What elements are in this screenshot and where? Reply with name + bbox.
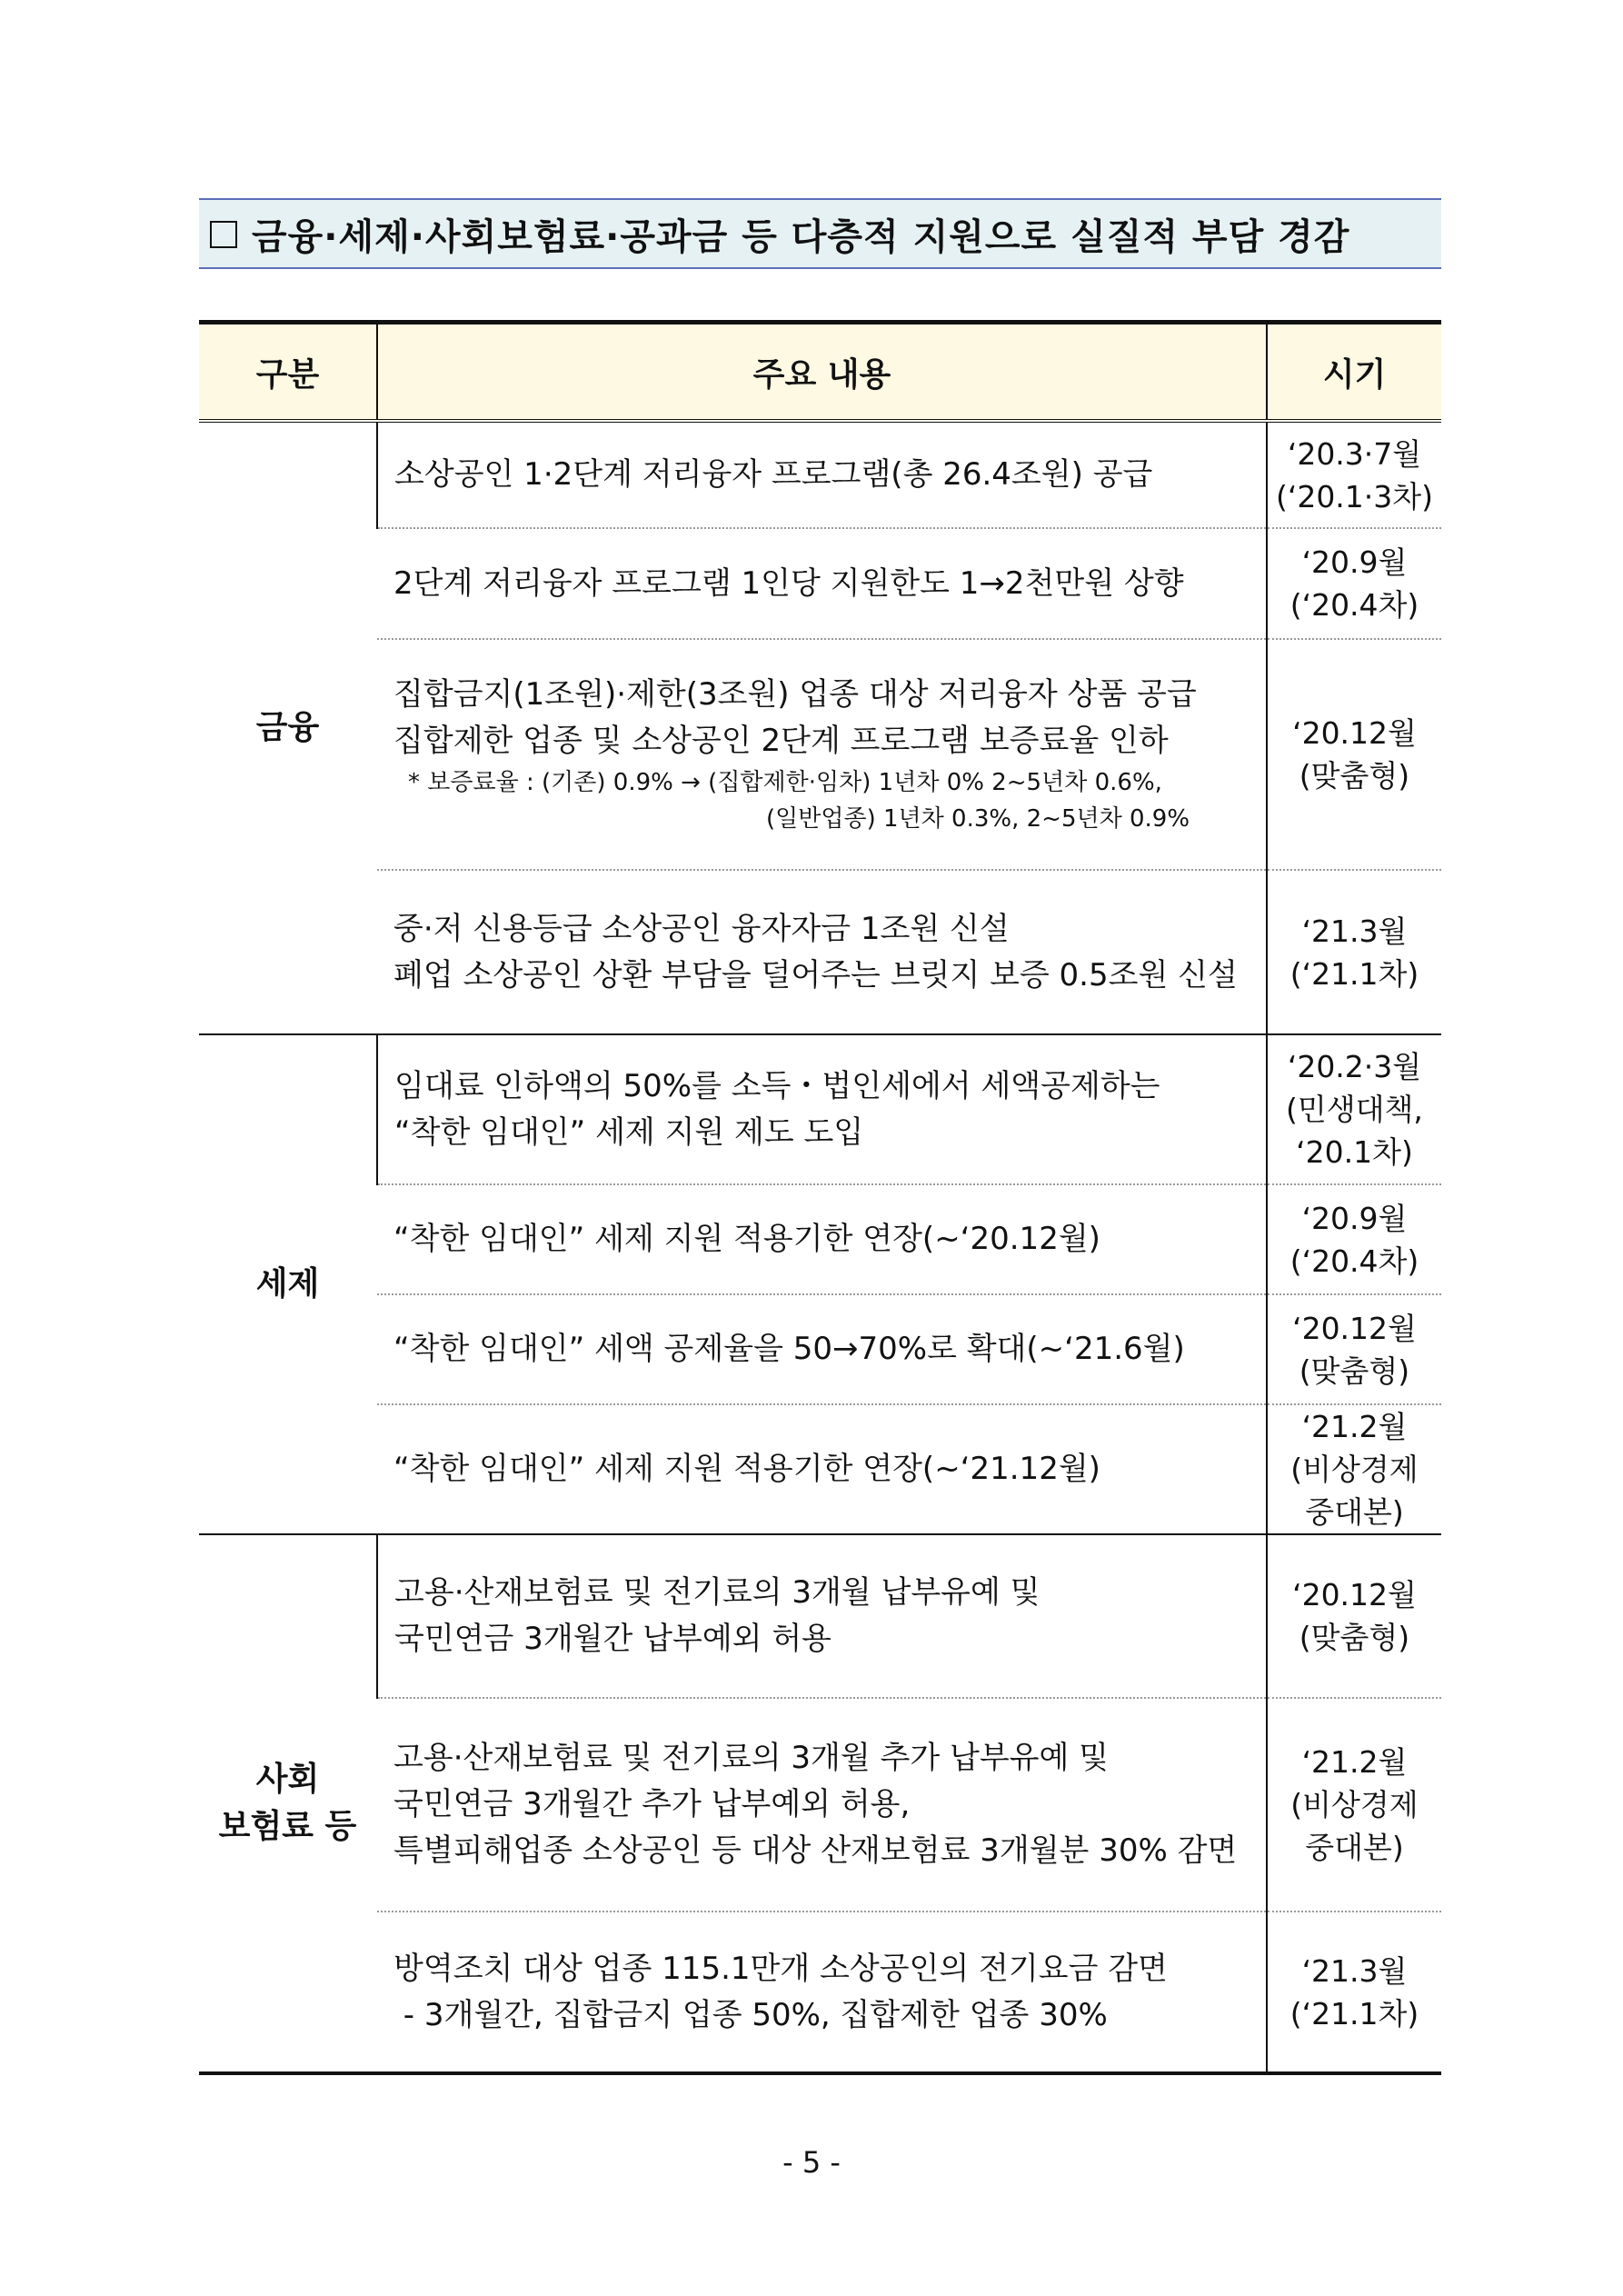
time-cell: ‘20.12월 (맞춤형): [1267, 639, 1441, 870]
table-row: [199, 870, 1441, 1034]
table-row: [199, 1034, 1441, 1184]
time-cell: ‘20.12월 (맞춤형): [1267, 1534, 1441, 1698]
time-cell: ‘21.2월 (비상경제 중대본): [1267, 1404, 1441, 1534]
fee-rate-note: * 보증료율 : (기존) 0.9% → (집합제한·임차) 1년차 0% 2~5년차 0.6%,: [408, 769, 1162, 796]
support-measures-table: [199, 320, 1441, 2075]
table-row: [199, 1294, 1441, 1404]
table-row: [199, 1404, 1441, 1534]
table-row: [199, 639, 1441, 870]
content-cell: “착한 임대인” 세액 공제율을 50→70%로 확대(~‘21.6월): [377, 1294, 1267, 1404]
content-cell: 고용·산재보험료 및 전기료의 3개월 추가 납부유예 및 국민연금 3개월간 추가 납부예외 허용, 특별피해업종 소상공인 등 대상 산재보험료 3개월분 30% 감면: [377, 1698, 1267, 1912]
content-cell: 2단계 저리융자 프로그램 1인당 지원한도 1→2천만원 상향: [377, 528, 1267, 639]
content-cell: 방역조치 대상 업종 115.1만개 소상공인의 전기요금 감면 - 3개월간, 집합금지 업종 50%, 집합제한 업종 30%: [377, 1912, 1267, 2073]
content-cell: 집합금지(1조원)·제한(3조원) 업종 대상 저리융자 상품 공급 집합제한 업종 및 소상공인 2단계 프로그램 보증료율 인하 * 보증료율 : (기존) 0.9% → (집합제한·임차) 1년차 0% 2~5년차 0.6%, (일반업종) 1년차 0.3%, 2~5년차 0.9%: [377, 639, 1267, 870]
square-outline-icon: [210, 221, 237, 248]
category-finance: 금융: [199, 421, 377, 1034]
time-cell: ‘20.12월 (맞춤형): [1267, 1294, 1441, 1404]
content-cell: 고용·산재보험료 및 전기료의 3개월 납부유예 및 국민연금 3개월간 납부예외 허용: [377, 1534, 1267, 1698]
fee-rate-note-cont: (일반업종) 1년차 0.3%, 2~5년차 0.9%: [766, 805, 1190, 833]
time-cell: ‘20.2·3월 (민생대책, ‘20.1차): [1267, 1034, 1441, 1184]
header-category: 구분: [199, 323, 377, 422]
time-cell: ‘20.9월 (‘20.4차): [1267, 1184, 1441, 1294]
section-heading-text: 금융·세제·사회보험료·공과금 등 다층적 지원으로 실질적 부담 경감: [252, 215, 1350, 258]
header-content: 주요 내용: [377, 323, 1267, 422]
table-row: [199, 1184, 1441, 1294]
content-cell: 임대료 인하액의 50%를 소득・법인세에서 세액공제하는 “착한 임대인” 세제 지원 제도 도입: [377, 1034, 1267, 1184]
time-cell: ‘21.3월 (‘21.1차): [1267, 1912, 1441, 2073]
content-cell: 중·저 신용등급 소상공인 융자자금 1조원 신설 폐업 소상공인 상환 부담을 덜어주는 브릿지 보증 0.5조원 신설: [377, 870, 1267, 1034]
time-cell: ‘21.3월 (‘21.1차): [1267, 870, 1441, 1034]
table-row: [199, 1698, 1441, 1912]
table-row: [199, 1912, 1441, 2073]
table-row: [199, 1534, 1441, 1698]
content-cell: “착한 임대인” 세제 지원 적용기한 연장(~‘21.12월): [377, 1404, 1267, 1534]
content-cell: 소상공인 1·2단계 저리융자 프로그램(총 26.4조원) 공급: [377, 421, 1267, 528]
section-heading: [199, 198, 1441, 269]
content-cell: “착한 임대인” 세제 지원 적용기한 연장(~‘20.12월): [377, 1184, 1267, 1294]
category-tax: 세제: [199, 1034, 377, 1534]
header-time: 시기: [1267, 323, 1441, 422]
time-cell: ‘20.3·7월 (‘20.1·3차): [1267, 421, 1441, 528]
time-cell: ‘21.2월 (비상경제 중대본): [1267, 1698, 1441, 1912]
table-row: [199, 528, 1441, 639]
category-social-insurance: 사회 보험료 등: [199, 1534, 377, 2073]
time-cell: ‘20.9월 (‘20.4차): [1267, 528, 1441, 639]
table-header-row: [199, 323, 1441, 422]
table-row: [199, 421, 1441, 528]
page-number: - 5 -: [782, 2145, 841, 2180]
